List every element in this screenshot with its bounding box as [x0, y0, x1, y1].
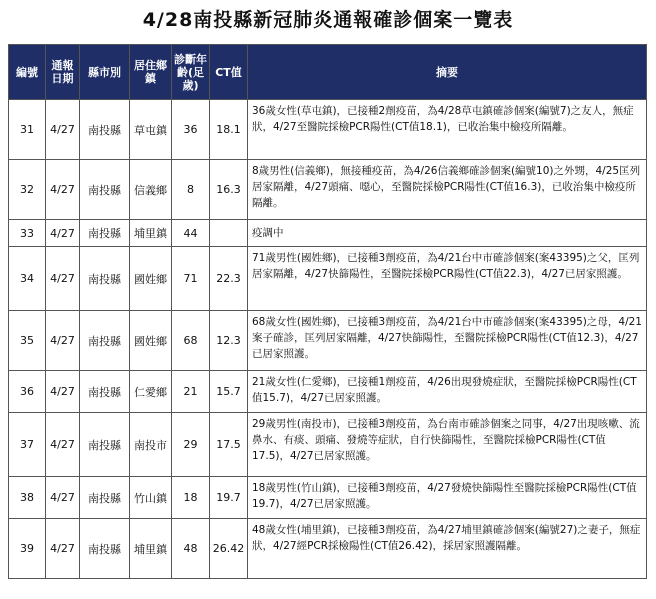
- ct-value: 19.7: [210, 477, 248, 519]
- header-cell: 縣市別: [80, 45, 130, 100]
- county: 南投縣: [80, 100, 130, 160]
- county: 南投縣: [80, 413, 130, 477]
- table-row: [9, 519, 647, 579]
- ct-value: 26.42: [210, 519, 248, 579]
- case-number: 39: [9, 519, 46, 579]
- header-cell: 居住鄉鎮: [130, 45, 172, 100]
- table-row: [9, 371, 647, 413]
- case-number: 38: [9, 477, 46, 519]
- report-date: 4/27: [46, 477, 80, 519]
- summary: 36歲女性(草屯鎮)，已接種2劑疫苗，為4/28草屯鎮確診個案(編號7)之友人，無症狀，4/27至醫院採檢PCR陽性(CT值18.1)，已收治集中檢疫所隔離。: [248, 100, 647, 160]
- county: 南投縣: [80, 477, 130, 519]
- table-row: [9, 413, 647, 477]
- report-date: 4/27: [46, 247, 80, 311]
- case-number: 32: [9, 160, 46, 220]
- page-title: 4/28南投縣新冠肺炎通報確診個案一覽表: [142, 9, 514, 31]
- case-number: 36: [9, 371, 46, 413]
- cases-table: [8, 44, 647, 579]
- case-number: 37: [9, 413, 46, 477]
- county: 南投縣: [80, 371, 130, 413]
- ct-value: 16.3: [210, 160, 248, 220]
- table-row: [9, 477, 647, 519]
- age: 44: [172, 220, 210, 247]
- summary: 68歲女性(國姓鄉)，已接種3劑疫苗，為4/21台中市確診個案(案43395)之母，4/21案子確診，匡列居家隔離，4/27快篩陽性，至醫院採檢PCR陽性(CT值12.3)，4/27已居家照護。: [248, 311, 647, 371]
- township: 草屯鎮: [130, 100, 172, 160]
- county: 南投縣: [80, 519, 130, 579]
- report-date: 4/27: [46, 371, 80, 413]
- township: 埔里鎮: [130, 220, 172, 247]
- table-header-row: [9, 45, 647, 100]
- summary: 疫調中: [248, 220, 647, 247]
- age: 48: [172, 519, 210, 579]
- report-date: 4/27: [46, 160, 80, 220]
- age: 21: [172, 371, 210, 413]
- township: 埔里鎮: [130, 519, 172, 579]
- age: 36: [172, 100, 210, 160]
- header-cell: 診斷年齡(足歲): [172, 45, 210, 100]
- header-cell: 編號: [9, 45, 46, 100]
- summary: 48歲女性(埔里鎮)，已接種3劑疫苗，為4/27埔里鎮確診個案(編號27)之妻子，無症狀，4/27經PCR採檢陽性(CT值26.42)，採居家照護隔離。: [248, 519, 647, 579]
- age: 18: [172, 477, 210, 519]
- age: 71: [172, 247, 210, 311]
- case-number: 35: [9, 311, 46, 371]
- summary: 29歲男性(南投市)，已接種3劑疫苗，為台南市確診個案之同事，4/27出現咳嗽、流鼻水、有痰、頭痛、發燒等症狀，自行快篩陽性，至醫院採檢PCR陽性(CT值17.5)，4/27已居家照護。: [248, 413, 647, 477]
- age: 29: [172, 413, 210, 477]
- age: 8: [172, 160, 210, 220]
- report-date: 4/27: [46, 413, 80, 477]
- ct-value: 17.5: [210, 413, 248, 477]
- township: 信義鄉: [130, 160, 172, 220]
- case-number: 31: [9, 100, 46, 160]
- ct-value: 12.3: [210, 311, 248, 371]
- county: 南投縣: [80, 220, 130, 247]
- header-cell: 摘要: [248, 45, 647, 100]
- table-row: [9, 311, 647, 371]
- township: 仁愛鄉: [130, 371, 172, 413]
- table-row: [9, 247, 647, 311]
- county: 南投縣: [80, 160, 130, 220]
- table-row: [9, 100, 647, 160]
- table-row: [9, 220, 647, 247]
- summary: 71歲男性(國姓鄉)，已接種3劑疫苗，為4/21台中市確診個案(案43395)之父，匡列居家隔離，4/27快篩陽性，至醫院採檢PCR陽性(CT值22.3)，4/27已居家照護。: [248, 247, 647, 311]
- ct-value: 15.7: [210, 371, 248, 413]
- table-row: [9, 160, 647, 220]
- summary: 18歲男性(竹山鎮)，已接種3劑疫苗，4/27發燒快篩陽性至醫院採檢PCR陽性(CT值19.7)，4/27已居家照護。: [248, 477, 647, 519]
- township: 國姓鄉: [130, 311, 172, 371]
- township: 竹山鎮: [130, 477, 172, 519]
- report-date: 4/27: [46, 220, 80, 247]
- report-date: 4/27: [46, 311, 80, 371]
- township: 南投市: [130, 413, 172, 477]
- summary: 21歲女性(仁愛鄉)，已接種1劑疫苗，4/26出現發燒症狀，至醫院採檢PCR陽性(CT值15.7)，4/27已居家照護。: [248, 371, 647, 413]
- header-cell: CT值: [210, 45, 248, 100]
- report-date: 4/27: [46, 100, 80, 160]
- ct-value: 22.3: [210, 247, 248, 311]
- summary: 8歲男性(信義鄉)，無接種疫苗，為4/26信義鄉確診個案(編號10)之外甥，4/25匡列居家隔離，4/27頭痛、噁心，至醫院採檢PCR陽性(CT值16.3)，已收治集中檢疫所隔離。: [248, 160, 647, 220]
- county: 南投縣: [80, 311, 130, 371]
- township: 國姓鄉: [130, 247, 172, 311]
- ct-value: 18.1: [210, 100, 248, 160]
- report-date: 4/27: [46, 519, 80, 579]
- ct-value: [210, 220, 248, 247]
- header-cell: 通報日期: [46, 45, 80, 100]
- case-number: 34: [9, 247, 46, 311]
- county: 南投縣: [80, 247, 130, 311]
- age: 68: [172, 311, 210, 371]
- case-number: 33: [9, 220, 46, 247]
